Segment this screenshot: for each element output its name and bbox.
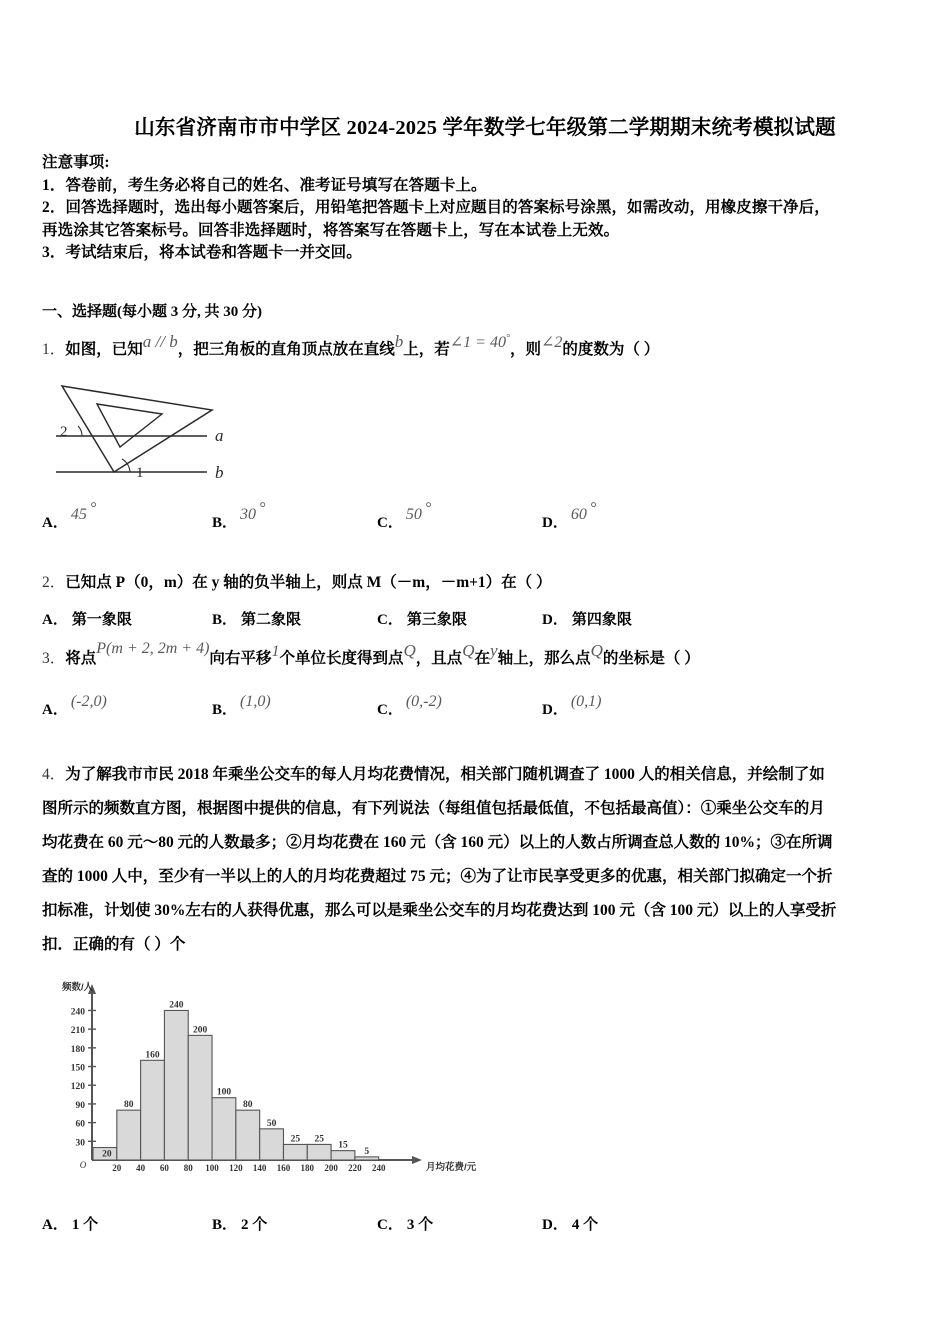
q3-part-6: 轴上，那么点 <box>497 650 591 667</box>
bar-value-label: 100 <box>216 1087 232 1098</box>
q1-math-angle2: ∠2 <box>540 334 563 352</box>
x-tick-label: 20 <box>112 1163 122 1173</box>
q1-part-3: 上，若 <box>403 341 450 359</box>
option-a-label: A． <box>42 1217 68 1233</box>
x-tick-label: 100 <box>205 1163 219 1173</box>
q3-math-one: 1 <box>271 643 280 660</box>
option-b[interactable] <box>212 693 271 719</box>
option-a-label: A． <box>42 702 68 718</box>
question-4-line-4: 查的 1000 人中，至少有一半以上的人的月均花费超过 75 元；④为了让市民享受更多的优惠，相关部门拟确定一个折 <box>42 868 833 885</box>
y-tick-label: 120 <box>70 1082 85 1093</box>
x-tick-label: 60 <box>159 1163 169 1173</box>
option-d-label: D． <box>542 515 568 531</box>
q3-math-q2: Q <box>462 641 475 660</box>
outer-triangle-shape <box>62 386 212 472</box>
histogram-bar <box>188 1035 212 1160</box>
question-4 <box>42 758 922 962</box>
y-tick-label: 210 <box>70 1026 85 1037</box>
option-a-label: A． <box>42 515 68 531</box>
option-c[interactable] <box>377 1213 433 1234</box>
option-c[interactable] <box>377 608 467 629</box>
option-b-label: B． <box>212 1217 238 1233</box>
histogram-bar <box>283 1144 307 1160</box>
option-d[interactable] <box>542 693 602 719</box>
bar-value-label: 80 <box>243 1100 253 1111</box>
bar-value-label: 15 <box>338 1140 348 1151</box>
question-4-line-2: 图所示的频数直方图，根据图中提供的信息，有下列说法（每组值包括最低值，不包括最高值）：①乘坐公交车的月 <box>42 800 825 817</box>
option-c-degree: ° <box>424 500 432 517</box>
option-b[interactable] <box>212 608 301 629</box>
bar-value-label: 240 <box>169 1000 184 1011</box>
q1-part-4: ，则 <box>509 341 541 359</box>
x-tick-label: 220 <box>348 1163 362 1173</box>
histogram-svg <box>56 980 476 1192</box>
bar-value-label: 50 <box>266 1118 277 1129</box>
q1-math-angle1-degree: ° <box>505 333 510 344</box>
x-tick-label: 120 <box>229 1163 243 1173</box>
histogram-bar <box>307 1144 331 1160</box>
y-tick-label: 240 <box>70 1007 85 1018</box>
q3-part-3: 个单位长度得到点 <box>279 650 404 667</box>
option-b-label: B． <box>212 612 238 628</box>
option-b-value: 第二象限 <box>241 612 302 628</box>
x-tick-label: 40 <box>136 1163 146 1173</box>
q1-math-ab: a // b <box>142 332 178 352</box>
origin-label: O <box>79 1160 87 1170</box>
question-3-number: 3． <box>42 650 66 667</box>
q3-part-4: ，且点 <box>415 650 463 667</box>
option-b[interactable] <box>212 500 266 532</box>
y-tick-label: 180 <box>70 1044 85 1055</box>
histogram-bar <box>355 1157 379 1160</box>
question-4-line-1 <box>42 758 922 792</box>
question-2-body: 已知点 P（0，m）在 y 轴的负半轴上，则点 M（－m，－m+1）在（ ） <box>65 574 552 591</box>
option-c-value: 第三象限 <box>406 612 467 628</box>
x-tick-label: 80 <box>183 1163 193 1173</box>
q1-part-1: 如图，已知 <box>65 341 143 359</box>
question-1-figure <box>52 374 292 496</box>
option-a-degree: ° <box>89 500 97 517</box>
y-tick-label: 90 <box>75 1100 85 1111</box>
q3-part-7: 的坐标是（ ） <box>602 650 700 667</box>
frequency-histogram-chart <box>56 980 476 1192</box>
y-tick-label: 150 <box>70 1063 85 1074</box>
option-c-label: C． <box>377 612 403 628</box>
q3-part-1: 将点 <box>65 650 97 667</box>
parallel-lines-triangle-diagram <box>52 374 292 496</box>
option-d[interactable] <box>542 608 632 629</box>
question-4-line-1-text: 为了解我市市民 2018 年乘坐公交车的每人月均花费情况，相关部门随机调查了 1000 人的相关信息，并绘制了如 <box>65 766 825 783</box>
option-d-value: (0,1) <box>570 693 602 710</box>
option-a[interactable] <box>42 693 107 719</box>
option-c-value: 50 <box>405 506 422 523</box>
question-4-number: 4． <box>42 766 66 783</box>
bar-value-label: 200 <box>193 1025 208 1036</box>
q1-part-2: ，把三角板的直角顶点放在直线 <box>177 341 395 359</box>
q3-math-q3: Q <box>590 641 603 660</box>
option-d[interactable] <box>542 500 597 532</box>
option-a-label: A． <box>42 612 68 628</box>
option-a[interactable] <box>42 608 132 629</box>
option-c-label: C． <box>377 1217 403 1233</box>
option-b-label: B． <box>212 515 238 531</box>
x-axis-title: 月均花费/元 <box>426 1162 476 1173</box>
option-b-label: B． <box>212 702 238 718</box>
inner-triangle-shape <box>97 404 162 447</box>
question-2-number: 2． <box>42 574 66 591</box>
option-b-degree: ° <box>259 500 266 517</box>
line-a-label: a <box>215 426 224 445</box>
y-axis-title: 频数/人 <box>62 982 94 993</box>
option-c-value: (0,-2) <box>405 693 442 710</box>
option-d-value: 第四象限 <box>571 612 632 628</box>
question-2 <box>42 570 922 596</box>
option-a-value: 45 <box>70 506 87 523</box>
question-1-number: 1． <box>42 341 66 359</box>
option-d-value: 4 个 <box>571 1217 599 1233</box>
question-4-line-5: 扣标准，计划使 30%左右的人获得优惠，那么可以是乘坐公交车的月均花费达到 100 元（含 100 元）以上的人享受折 <box>42 902 837 919</box>
section-heading: 一、选择题(每小题 3 分, 共 30 分) <box>42 304 262 320</box>
option-d-label: D． <box>542 702 568 718</box>
notice-heading: 注意事项: <box>42 154 110 171</box>
option-a[interactable] <box>42 1213 98 1234</box>
bar-value-label: 25 <box>314 1134 324 1145</box>
angle-2-label: 2 <box>60 424 68 440</box>
q1-part-5: 的度数为（ ） <box>562 341 660 359</box>
histogram-bar <box>260 1129 284 1160</box>
notice-item-2: 2．回答选择题时，选出每小题答案后，用铅笔把答题卡上对应题目的答案标号涂黑，如需改动，用橡皮擦干净后， <box>42 199 830 216</box>
q3-part-2: 向右平移 <box>209 650 272 667</box>
option-a-value: 第一象限 <box>71 612 132 628</box>
option-a[interactable] <box>42 500 97 532</box>
question-4-line-6: 扣．正确的有（ ）个 <box>42 936 186 953</box>
q3-math-point-p: P(m + 2, 2m + 4) <box>96 640 210 657</box>
histogram-bar <box>117 1110 141 1160</box>
notice-item-3: 3．考试结束后，将本试卷和答题卡一并交回。 <box>42 244 362 261</box>
option-c-label: C． <box>377 702 403 718</box>
option-d-degree: ° <box>589 500 597 517</box>
bar-value-label: 5 <box>364 1146 370 1157</box>
question-4-line-3: 均花费在 60 元～80 元的人数最多；②月均花费在 160 元（含 160 元）以上的人数占所调查总人数的 10%；③在所调 <box>42 834 833 851</box>
x-tick-label: 200 <box>324 1163 338 1173</box>
bar-value-label: 80 <box>123 1100 134 1111</box>
question-3-text <box>42 640 922 672</box>
question-3 <box>42 640 922 672</box>
q3-math-y: y <box>490 641 498 660</box>
notice-block <box>42 152 918 265</box>
line-b-label: b <box>215 463 224 482</box>
option-c[interactable] <box>377 500 432 532</box>
notice-item-1: 1．答卷前，考生务必将自己的姓名、准考证号填写在答题卡上。 <box>42 176 487 194</box>
bar-value-label: 20 <box>102 1149 112 1160</box>
question-1 <box>42 333 922 363</box>
q3-part-5: 在 <box>474 650 491 667</box>
question-1-text <box>42 333 922 363</box>
angle-2-arc <box>78 426 82 436</box>
histogram-bar <box>212 1098 236 1160</box>
option-d-value: 60 <box>570 506 587 523</box>
histogram-bar <box>164 1010 188 1160</box>
x-tick-label: 160 <box>276 1163 291 1173</box>
q1-math-b: b <box>394 332 404 352</box>
option-c[interactable] <box>377 693 442 719</box>
bar-value-label: 160 <box>145 1050 160 1061</box>
x-axis-arrow <box>412 1156 422 1164</box>
option-d-label: D． <box>542 612 568 628</box>
option-c-label: C． <box>377 515 403 531</box>
option-d[interactable] <box>542 1213 598 1234</box>
x-tick-label: 180 <box>300 1163 315 1173</box>
bar-value-label: 25 <box>290 1134 301 1145</box>
option-b-value: (1,0) <box>240 693 271 710</box>
angle-1-label: 1 <box>136 465 144 481</box>
q3-math-q1: Q <box>403 641 416 660</box>
q1-math-angle1: ∠1 = 40 <box>449 334 506 352</box>
y-tick-label: 30 <box>75 1138 85 1149</box>
page-title: 山东省济南市市中学区 2024-2025 学年数学七年级第二学期期末统考模拟试题 <box>134 117 836 139</box>
x-tick-label: 140 <box>252 1163 267 1173</box>
x-tick-label: 240 <box>371 1163 386 1173</box>
option-b[interactable] <box>212 1213 267 1234</box>
option-b-value: 30 <box>240 506 257 523</box>
notice-item-2-cont: 再选涂其它答案标号。回答非选择题时，将答案写在答题卡上，写在本试卷上无效。 <box>42 221 620 239</box>
histogram-bar <box>141 1060 165 1160</box>
option-d-label: D． <box>542 1217 568 1233</box>
histogram-bar <box>331 1151 355 1160</box>
option-a-value: 1 个 <box>71 1217 99 1233</box>
question-2-text <box>42 570 922 596</box>
option-c-value: 3 个 <box>406 1217 434 1233</box>
option-b-value: 2 个 <box>241 1217 268 1233</box>
option-a-value: (-2,0) <box>70 693 107 710</box>
histogram-bar <box>236 1110 260 1160</box>
y-tick-label: 60 <box>75 1119 85 1130</box>
